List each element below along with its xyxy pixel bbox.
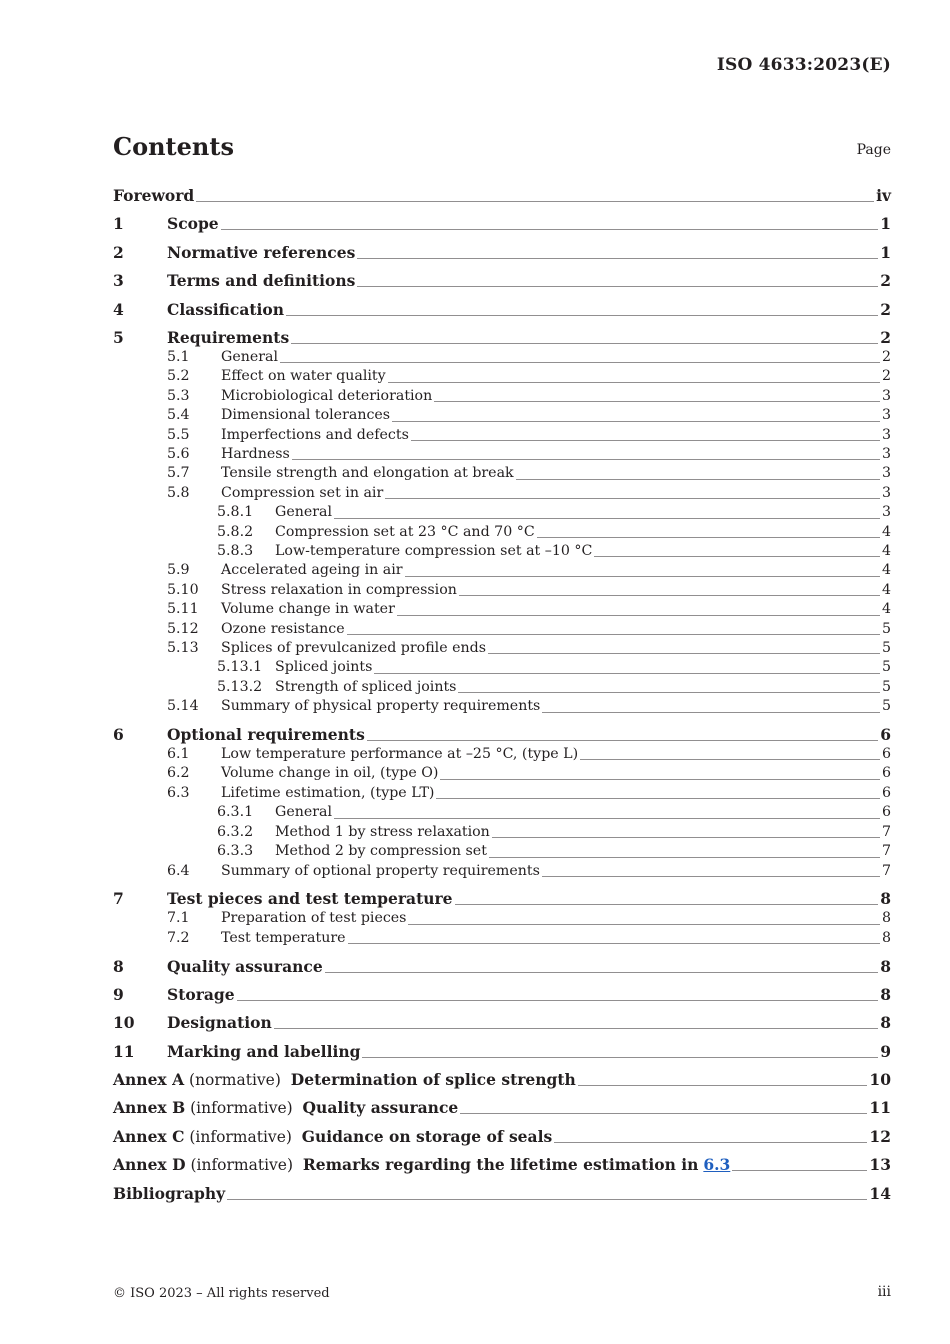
toc-title: Normative references — [167, 242, 356, 262]
toc-entry-5-14[interactable] — [113, 697, 891, 716]
dot-leader — [357, 258, 878, 259]
dot-leader — [392, 421, 880, 422]
toc-number: 11 — [113, 1041, 135, 1061]
dot-leader — [458, 692, 880, 693]
toc-page: 1 — [880, 214, 891, 234]
dot-leader — [492, 837, 880, 838]
dot-leader — [237, 1000, 879, 1001]
annex-title: Determination of splice strength — [290, 1070, 576, 1090]
toc-entry-8[interactable] — [113, 957, 891, 977]
toc-page: 6 — [881, 765, 891, 782]
dot-leader — [221, 229, 879, 230]
page-number: iii — [877, 1284, 891, 1300]
dot-leader — [516, 479, 880, 480]
toc-entry-6-3-3[interactable] — [113, 842, 891, 861]
toc-title — [113, 1070, 576, 1090]
toc-entry-5-8-2[interactable] — [113, 523, 891, 542]
toc-entry-9[interactable] — [113, 985, 891, 1005]
toc-number: 5.4 — [167, 407, 190, 424]
toc-page: 3 — [881, 387, 891, 404]
toc-page: 7 — [881, 843, 891, 860]
toc-title: Method 2 by compression set — [275, 843, 487, 860]
toc-page: 3 — [881, 465, 891, 482]
toc-entry-6-3[interactable] — [113, 784, 891, 803]
toc-title: Lifetime estimation, (type LT) — [221, 784, 435, 801]
toc-entry-5-13[interactable] — [113, 639, 891, 658]
toc-page: 4 — [881, 543, 891, 560]
toc-page: 2 — [880, 271, 891, 291]
dot-leader — [397, 615, 880, 616]
toc-page: 7 — [881, 823, 891, 840]
toc-entry-1[interactable] — [113, 214, 891, 234]
toc-entry-5-13-2[interactable] — [113, 678, 891, 697]
annex-title: Guidance on storage of seals — [301, 1126, 553, 1146]
dot-leader — [411, 440, 880, 441]
toc-title: Imperfections and defects — [221, 426, 409, 443]
toc-title: Volume change in oil, (type O) — [221, 765, 439, 782]
toc-number: 5.14 — [167, 698, 199, 715]
toc-title — [113, 1127, 552, 1147]
toc-title: Quality assurance — [167, 956, 323, 976]
toc-number: 6.3.3 — [217, 843, 254, 860]
dot-leader — [542, 712, 880, 713]
toc-title: Storage — [167, 984, 235, 1004]
toc-title: Effect on water quality — [221, 368, 386, 385]
toc-number: 5.8.1 — [217, 504, 254, 521]
toc-entry-5-7[interactable] — [113, 464, 891, 483]
toc-number: 5.12 — [167, 620, 199, 637]
dot-leader — [459, 595, 880, 596]
toc-entry-6-2[interactable] — [113, 764, 891, 783]
toc-number: 6.3.2 — [217, 823, 254, 840]
toc-title — [113, 1155, 730, 1175]
toc-entry-6-3-2[interactable] — [113, 823, 891, 842]
toc-title: Low temperature performance at –25 °C, (type L) — [221, 746, 579, 763]
dot-leader — [537, 537, 880, 538]
annex-title: Remarks regarding the lifetime estimation in — [302, 1155, 699, 1175]
toc-entry-bibliography[interactable] — [113, 1184, 891, 1204]
dot-leader — [434, 401, 880, 402]
dot-leader — [334, 818, 880, 819]
dot-leader — [578, 1085, 868, 1086]
dot-leader — [347, 634, 880, 635]
toc-title: Microbiological deterioration — [221, 387, 433, 404]
toc-entry-11[interactable] — [113, 1042, 891, 1062]
toc-page: 3 — [881, 407, 891, 424]
toc-number: 5.3 — [167, 387, 190, 404]
toc-page: 5 — [881, 678, 891, 695]
toc-title: Tensile strength and elongation at break — [221, 465, 514, 482]
annex-label: Annex C — [113, 1126, 185, 1146]
cross-reference-link[interactable]: 6.3 — [703, 1155, 731, 1175]
toc-entry-5-1[interactable] — [113, 348, 891, 367]
toc-number: 6.1 — [167, 746, 190, 763]
toc-entry-5-6[interactable] — [113, 445, 891, 464]
toc-page: 6 — [881, 804, 891, 821]
toc-entry-5-8-3[interactable] — [113, 542, 891, 561]
toc-title: Foreword — [113, 186, 195, 205]
toc-number: 6.3 — [167, 784, 190, 801]
toc-number: 5 — [113, 327, 124, 347]
toc-entry-5-10[interactable] — [113, 581, 891, 600]
toc-title: Dimensional tolerances — [221, 407, 391, 424]
toc-page: 3 — [881, 484, 891, 501]
toc-page: 9 — [880, 1041, 891, 1061]
toc-title: Test temperature — [221, 929, 346, 946]
annex-type: (normative) — [189, 1071, 281, 1090]
toc-page: 8 — [880, 889, 891, 909]
toc-number: 6.2 — [167, 765, 190, 782]
toc-entry-7-2[interactable] — [113, 929, 891, 948]
dot-leader — [440, 779, 880, 780]
toc-entry-5-2[interactable] — [113, 367, 891, 386]
toc-number: 5.7 — [167, 465, 190, 482]
dot-leader — [325, 972, 879, 973]
toc-page: 3 — [881, 504, 891, 521]
toc-page: 4 — [881, 523, 891, 540]
toc-page: 4 — [881, 581, 891, 598]
toc-number: 5.11 — [167, 601, 199, 618]
toc-title: Compression set in air — [221, 484, 384, 501]
toc-entry-6-4[interactable] — [113, 862, 891, 881]
toc-page: 8 — [881, 910, 891, 927]
toc-page: iv — [876, 186, 891, 205]
toc-entry-5-8[interactable] — [113, 484, 891, 503]
dot-leader — [357, 286, 878, 287]
dot-leader — [362, 1057, 878, 1058]
toc-page: 8 — [880, 984, 891, 1004]
toc-entry-3[interactable] — [113, 271, 891, 291]
toc-page: 13 — [869, 1155, 891, 1175]
toc-title: Bibliography — [113, 1183, 226, 1203]
toc-page: 2 — [880, 327, 891, 347]
toc-title: Classification — [167, 299, 285, 319]
toc-entry-10[interactable] — [113, 1013, 891, 1033]
toc-page: 7 — [881, 862, 891, 879]
toc-title: Designation — [167, 1013, 272, 1033]
dot-leader — [580, 759, 880, 760]
toc-page: 1 — [880, 242, 891, 262]
toc-title: Accelerated ageing in air — [221, 562, 403, 579]
dot-leader — [460, 1113, 867, 1114]
toc-title: General — [275, 804, 333, 821]
toc-number: 5.13.1 — [217, 659, 263, 676]
document-id: ISO 4633:2023(E) — [716, 55, 891, 75]
toc-number: 2 — [113, 242, 124, 262]
dot-leader — [367, 740, 878, 741]
toc-entry-6-3-1[interactable] — [113, 803, 891, 822]
dot-leader — [455, 904, 879, 905]
toc-title: Stress relaxation in compression — [221, 581, 457, 598]
toc-entry-7[interactable] — [113, 889, 891, 909]
toc-number: 1 — [113, 214, 124, 234]
toc-page: 6 — [881, 784, 891, 801]
toc-title: Terms and definitions — [167, 271, 356, 291]
toc-page: 6 — [880, 725, 891, 745]
dot-leader — [388, 382, 880, 383]
annex-type: (informative) — [189, 1127, 292, 1146]
toc-title: Test pieces and test temperature — [167, 889, 453, 909]
toc-page: 6 — [881, 746, 891, 763]
toc-title: Summary of optional property requirements — [221, 862, 540, 879]
toc-entry-5-4[interactable] — [113, 406, 891, 425]
toc-number: 5.13 — [167, 640, 199, 657]
toc-entry-annex-c[interactable] — [113, 1127, 891, 1147]
dot-leader — [196, 201, 874, 202]
toc-page: 2 — [881, 368, 891, 385]
toc-entry-4[interactable] — [113, 300, 891, 320]
toc-title: Low-temperature compression set at –10 °C — [275, 543, 593, 560]
toc-entry-5-12[interactable] — [113, 620, 891, 639]
dot-leader — [227, 1199, 867, 1200]
toc-number: 5.6 — [167, 445, 190, 462]
dot-leader — [489, 857, 880, 858]
toc-title: Requirements — [167, 327, 290, 347]
toc-number: 5.8.2 — [217, 523, 254, 540]
page-column-label: Page — [856, 142, 891, 158]
toc-title: Volume change in water — [221, 601, 395, 618]
toc-number: 6 — [113, 725, 124, 745]
dot-leader — [292, 459, 880, 460]
toc-title: General — [221, 348, 279, 365]
toc-entry-5-13-1[interactable] — [113, 658, 891, 677]
toc-page: 11 — [869, 1098, 891, 1118]
toc-number: 7 — [113, 889, 124, 909]
annex-label: Annex B — [113, 1098, 186, 1118]
toc-number: 8 — [113, 956, 124, 976]
toc-page: 12 — [869, 1126, 891, 1146]
annex-type: (informative) — [190, 1156, 294, 1175]
toc-title: Splices of prevulcanized profile ends — [221, 640, 487, 657]
toc-page: 2 — [881, 348, 891, 365]
toc-entry-7-1[interactable] — [113, 909, 891, 928]
toc-page: 4 — [881, 601, 891, 618]
toc-title — [113, 1098, 458, 1118]
dot-leader — [374, 673, 880, 674]
toc-page: 10 — [869, 1070, 891, 1090]
toc-title: Compression set at 23 °C and 70 °C — [275, 523, 535, 540]
dot-leader — [405, 576, 880, 577]
toc-page: 5 — [881, 620, 891, 637]
toc-title: Summary of physical property requirements — [221, 698, 541, 715]
toc-page: 5 — [881, 659, 891, 676]
toc-page: 14 — [869, 1183, 891, 1203]
dot-leader — [594, 556, 880, 557]
toc-title: Method 1 by stress relaxation — [275, 823, 490, 840]
toc-page: 5 — [881, 698, 891, 715]
toc-number: 10 — [113, 1013, 135, 1033]
toc-entry-5-11[interactable] — [113, 600, 891, 619]
toc-page: 5 — [881, 640, 891, 657]
dot-leader — [348, 943, 880, 944]
toc-entry-2[interactable] — [113, 243, 891, 263]
toc-page: 8 — [880, 1013, 891, 1033]
toc-entry-5[interactable] — [113, 328, 891, 348]
toc-number: 6.3.1 — [217, 804, 254, 821]
toc-title: Hardness — [221, 445, 290, 462]
toc-number: 5.9 — [167, 562, 190, 579]
toc-number: 3 — [113, 271, 124, 291]
toc-entry-5-3[interactable] — [113, 387, 891, 406]
toc-entry-6-1[interactable] — [113, 745, 891, 764]
toc-title: Strength of spliced joints — [275, 678, 457, 695]
dot-leader — [554, 1142, 867, 1143]
annex-title: Quality assurance — [302, 1098, 459, 1118]
toc-title: General — [275, 504, 333, 521]
toc-title: Ozone resistance — [221, 620, 345, 637]
toc-entry-5-8-1[interactable] — [113, 503, 891, 522]
toc-entry-annex-d[interactable] — [113, 1155, 891, 1175]
dot-leader — [291, 343, 878, 344]
toc-number: 6.4 — [167, 862, 190, 879]
toc-number: 5.13.2 — [217, 678, 263, 695]
dot-leader — [385, 498, 880, 499]
toc-title: Optional requirements — [167, 725, 365, 745]
toc-page: 2 — [880, 299, 891, 319]
toc-number: 5.8 — [167, 484, 190, 501]
annex-type: (informative) — [190, 1099, 293, 1118]
dot-leader — [274, 1028, 878, 1029]
annex-label: Annex A — [113, 1070, 185, 1090]
toc-number: 5.5 — [167, 426, 190, 443]
table-of-contents — [113, 186, 891, 1204]
dot-leader — [542, 876, 880, 877]
toc-number: 9 — [113, 984, 124, 1004]
contents-title: Contents — [113, 132, 234, 161]
toc-entry-foreword[interactable] — [113, 186, 891, 206]
toc-page: 8 — [880, 956, 891, 976]
toc-number: 5.10 — [167, 581, 199, 598]
toc-number: 7.1 — [167, 910, 190, 927]
toc-number: 5.8.3 — [217, 543, 254, 560]
dot-leader — [408, 924, 880, 925]
dot-leader — [732, 1170, 867, 1171]
toc-entry-5-5[interactable] — [113, 426, 891, 445]
toc-page: 8 — [881, 929, 891, 946]
toc-entry-annex-a[interactable] — [113, 1070, 891, 1090]
dot-leader — [488, 653, 880, 654]
dot-leader — [334, 518, 880, 519]
toc-number: 5.1 — [167, 348, 190, 365]
annex-label: Annex D — [113, 1155, 186, 1175]
toc-title: Scope — [167, 214, 219, 234]
toc-entry-6[interactable] — [113, 725, 891, 745]
toc-entry-5-9[interactable] — [113, 561, 891, 580]
toc-page: 3 — [881, 426, 891, 443]
toc-page: 3 — [881, 445, 891, 462]
toc-number: 7.2 — [167, 929, 190, 946]
toc-title: Spliced joints — [275, 659, 373, 676]
dot-leader — [286, 315, 878, 316]
toc-title: Marking and labelling — [167, 1041, 361, 1061]
dot-leader — [436, 798, 879, 799]
dot-leader — [280, 362, 880, 363]
toc-page: 4 — [881, 562, 891, 579]
toc-title: Preparation of test pieces — [221, 910, 407, 927]
copyright-notice: © ISO 2023 – All rights reserved — [113, 1286, 330, 1301]
toc-entry-annex-b[interactable] — [113, 1098, 891, 1118]
toc-number: 4 — [113, 299, 124, 319]
toc-number: 5.2 — [167, 368, 190, 385]
